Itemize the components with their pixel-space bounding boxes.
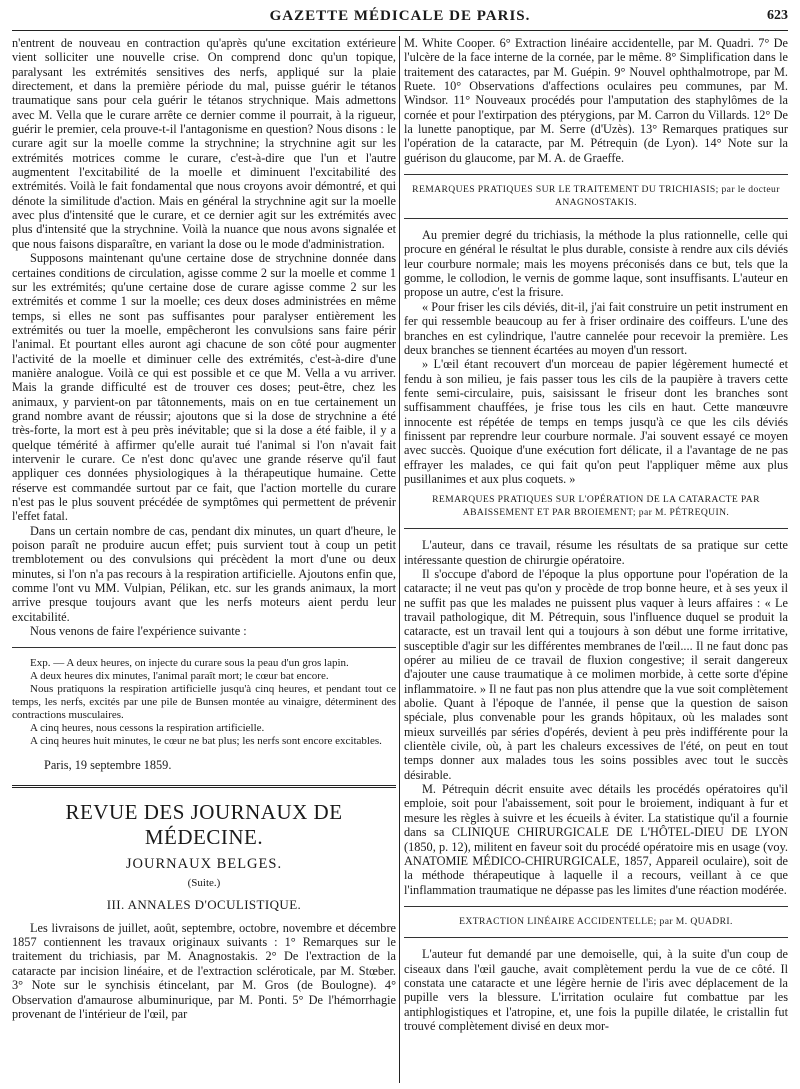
paragraph: Dans un certain nombre de cas, pendant dix minutes, un quart d'heure, le poison paraît ne produire aucun effet; puis survient tout à coup un petit tremblotement ou des convulsions qui précèdent la mort d'une ou deux minutes, si l'on n'a pas recours à la respiration artificielle. Ajoutons enfin que, comme l'ont vu MM. Vulpian, Pélikan, etc. sur les grands animaux, la mort arrive presque toujours avant que les nerfs moteurs aient perdu leur excitabilité. — [12, 523, 396, 624]
right-column — [404, 36, 788, 1083]
paragraph: L'auteur fut demandé par une demoiselle, qui, à la suite d'un coup de ciseaux dans l'œil gauche, avait complètement perdu la vue de ce côté. Il constata une cataracte et une légère hernie de l'iris avec déplacement de la pupille vers la blessure. L'irritation oculaire fut combattue par les antiphlogistiques et l'atropine, et, une fois la pupille dilatée, le cristallin fut trouvé complètement divisé en deux mor- — [404, 947, 788, 1034]
divider — [404, 937, 788, 938]
paragraph: L'auteur, dans ce travail, résume les résultats de sa pratique sur cette intéressante question de chirurgie opératoire. — [404, 538, 788, 567]
experiment-line: A deux heures dix minutes, l'animal paraît mort; le cœur bat encore. — [30, 670, 329, 683]
divider — [404, 218, 788, 219]
page-number: 623 — [767, 8, 788, 23]
dateline: Paris, 19 septembre 1859. — [44, 758, 172, 773]
divider — [404, 174, 788, 175]
paragraph: M. White Cooper. 6° Extraction linéaire accidentelle, par M. Quadri. 7° De l'ulcère de la face interne de la cornée, par le même. 8° Simplification dans le traitement des cataractes, par M. Guépin. 9° Nouvel ophthalmotrope, par M. Ruete. 10° Observations d'affections oculaires peu communes, par M. Windsor. 11° Nouveaux procédés pour l'amputation des staphylômes de la cornée et pour l'extirpation des ptérygions, par M. Carron du Villards. 12° De la lunette panoptique, par M. Serre (d'Uzès). 13° Remarques pratiques sur l'opération de la cataracte, par M. Pétrequin (de Lyon). 14° Note sur la guérison du glaucome, par M. A. de Graeffe. — [404, 36, 788, 165]
experiment-block — [12, 657, 396, 748]
column-divider — [399, 36, 400, 1083]
paragraph: Il s'occupe d'abord de l'époque la plus opportune pour l'opération de la cataracte; il ne veut pas qu'on y procède de trop bonne heure, et à ses yeux il ne suffit pas que les malades ne puissent plus vaquer à leurs affaires : « Le travail pathologique, dit M. Pétrequin, sous l'influence duquel se produit la cataracte, est un travail lent qui a toujours à son début une forme irritative, susceptible d'agir sur les différentes membranes de l'œil.... Il ne faut donc pas opérer au milieu de ce travail de fluxion congestive; il serait dangereux d'ajouter une cause traumatique à ce molimen morbide, à cette sorte d'épine inflammatoire. » Il ne faut pas non plus attendre que la vue soit complètement abolie. Quant à l'époque de l'année, il pense que la question de saison spéciale, plus convenable pour les grands hôpitaux, où les malades sont mieux surveillés par séries d'opérés, devient à peu près indifférente pour la clientèle civile, où, à part les chaleurs excessives de l'été, on peut en tout temps donner aux malades tous les soins possibles avec tout le succès désirable. — [404, 566, 788, 782]
paragraph: Au premier degré du trichiasis, la méthode la plus rationnelle, celle qui procure en général le résultat le plus durable, consiste à rendre aux cils déviés leur courbure normale; mais les moyens préconisés dans ce but, tels que la gomme, le collodion, le vernis de gomme laque, sont insuffisants. L'auteur en propose un autre, c'est la frisure. — [404, 228, 788, 300]
review-title: REVUE DES JOURNAUX DE MÉDECINE. — [65, 799, 343, 849]
journal-title: GAZETTE MÉDICALE DE PARIS. — [269, 8, 531, 24]
paragraph: M. Pétrequin décrit ensuite avec détails les procédés opératoires qu'il emploie, soit pour l'abaissement, soit pour le broiement, indiquant à fur et mesure les règles à suivre et les écueils à éviter. La statistique qu'il a fournie dans sa CLINIQUE CHIRURGICALE DE L'HÔTEL-DIEU DE LYON (1850, p. 12), militent en faveur soit du procédé opératoire mis en usage (voy. ANATOMIE MÉDICO-CHIRURGICALE, 1857, Appareil oculaire), soit de la méthode thérapeutique à laquelle il a recours, veillant à ce que l'inflammation traumatique ne dépasse pas les limites d'une réaction modérée. — [404, 782, 788, 897]
divider — [404, 528, 788, 529]
paragraph: Les livraisons de juillet, août, septembre, octobre, novembre et décembre 1857 contiennent les travaux originaux suivants : 1° Remarques sur le traitement du trichiasis, par M. Anagnostakis. 2° De l'extraction de la cataracte par incision linéaire, et de l'extraction scléroticale, par M. Stœber. 3° Note sur le synchisis étincelant, par M. Gros (de Boulogne). 4° Observation d'amaurose albuminurique, par M. Ponti. 5° De l'hémorrhagie provenant de l'intérieur de l'œil, par — [12, 920, 396, 1021]
article-heading: REMARQUES PRATIQUES SUR LE TRAITEMENT DU TRICHIASIS; par le docteur ANAGNOSTAKIS. — [412, 184, 780, 208]
divider — [404, 906, 788, 907]
paragraph: Supposons maintenant qu'une certaine dose de strychnine donnée dans certaines conditions de circulation, agisse comme 2 sur la moelle et comme 1 sur les extrémités; qu'une certaine dose de curare agisse comme 2 sur les extrémités et comme 1 sur la moelle; ces deux doses administrées en même temps, si elles ne sont pas suffisantes pour paralyser entièrement les extrémités ou tuer la moelle, empêcheront les convulsions sans faire périr l'animal. Et pourtant elles auront agi chacune de son côté pour augmenter l'activité de la moelle et diminuer celle des extrémités, c'est-à-dire d'une manière analogue. Voilà ce qui est possible et ce que M. Vella a vu arriver. Mais la grande difficulté est de trouver ces doses; peut-être, chez les animaux, y parvient-on par tâtonnements, mais on en tue certainement un grand nombre avant de réussir; ajoutons que si la dose de strychnine a été très-forte, la mort est à peu près inévitable; que si la dose a été faible, il y a quelque témérité à affirmer qu'elle aurait tué l'animal si l'on n'avait fait intervenir le curare. Ce n'est donc qu'avec une grande réserve qu'il faut appliquer ces données physiologiques à la thérapeutique humaine. Cette réserve est commandée surtout par ce fait, que l'action mortelle du curare n'est pas le plus souvent précédée de symptômes qui permettent de prévenir l'effet fatal. — [12, 251, 396, 524]
experiment-line: A cinq heures, nous cessons la respiration artificielle. — [30, 722, 265, 735]
article-heading: REMARQUES PRATIQUES SUR L'OPÉRATION DE LA CATARACTE PAR ABAISSEMENT ET PAR BROIEMENT; par M. PÉTREQUIN. — [432, 494, 760, 518]
paragraph: Nous venons de faire l'expérience suivante : — [30, 624, 247, 639]
divider — [12, 647, 396, 648]
review-subtitle: JOURNAUX BELGES. — [125, 855, 283, 872]
experiment-line: Exp. — A deux heures, on injecte du curare sous la peau d'un gros lapin. — [30, 657, 349, 670]
experiment-line: A cinq heures huit minutes, le cœur ne bat plus; les nerfs sont encore excitables. — [30, 735, 382, 748]
paragraph: n'entrent de nouveau en contraction qu'après qu'une excitation extérieure vient solliciter une nouvelle crise. On comprend donc qu'un topique, paralysant les extrémités sensitives des nerfs, appliqué sur la plaie directement, et dans la première période du mal, puisse guérir le tétanos traumatique sans pour cela guérir le tétanos strychnique. Mais admettons avec M. Vella que le curare arrête ce dernier comme il pourrait, à la rigueur, guérir le premier, cela prouve-t-il l'antagonisme en question? Nous disons : le curare agit sur la moelle comme la strychnine; la strychnine agit sur les extrémités motrices comme le curare, c'est-à-dire que l'un et l'autre augmentent l'excitabilité de la moelle et diminuent l'excitabilité des extrémités. Voilà le fait fondamental que nous croyons avoir démontré, et qui dénote la similitude d'action. Mais en général la strychnine agit sur la moelle avec plus d'intensité que le curare, et ce dernier agit sur les extrémités avec plus d'intensité que la strychnine. Voilà la nuance que nous avons signalée et que nous faisons disparaître, en variant la dose ou le mode d'administration. — [12, 36, 396, 251]
section-divider — [12, 785, 396, 788]
page-header — [12, 8, 788, 31]
article-heading: EXTRACTION LINÉAIRE ACCIDENTELLE; par M. QUADRI. — [459, 915, 733, 927]
paragraph: « Pour friser les cils déviés, dit-il, j'ai fait construire un petit instrument en fer qui ressemble beaucoup au fer à friser ordinaire des coiffeurs. L'une des branches en est cylindrique, l'autre cannelée pour recevoir la première. Les deux branches se tiennent écartées au moyen d'un ressort. — [404, 299, 788, 357]
left-column — [12, 36, 396, 1083]
review-continued: (Suite.) — [187, 876, 221, 889]
section-heading: III. ANNALES D'OCULISTIQUE. — [106, 896, 302, 912]
experiment-line: Nous pratiquons la respiration artificielle jusqu'à cinq heures, et pendant tout ce temps, les nerfs, excités par une pile de Bunsen montée au vinaigre, déterminent des contractions musculaires. — [12, 683, 396, 722]
paragraph: » L'œil étant recouvert d'un morceau de papier légèrement humecté et fendu à son milieu, je fais passer tous les cils de la paupière à travers cette fente semi-circulaire, puis, saisissant le friseur dont les branches sont suffisamment chauffées, je frise tous les cils en haut. Cette manœuvre innocente est répétée de temps en temps jusqu'à ce que les cils déviés finissent par reprendre leur courbure normale. J'ai souvent essayé ce moyen avec succès. Quoique d'une exécution fort délicate, il a l'avantage de ne pas effrayer les malades, ce qui fait qu'on peut l'appliquer même aux plus pusillanimes et aux plus coquets. » — [404, 357, 788, 486]
